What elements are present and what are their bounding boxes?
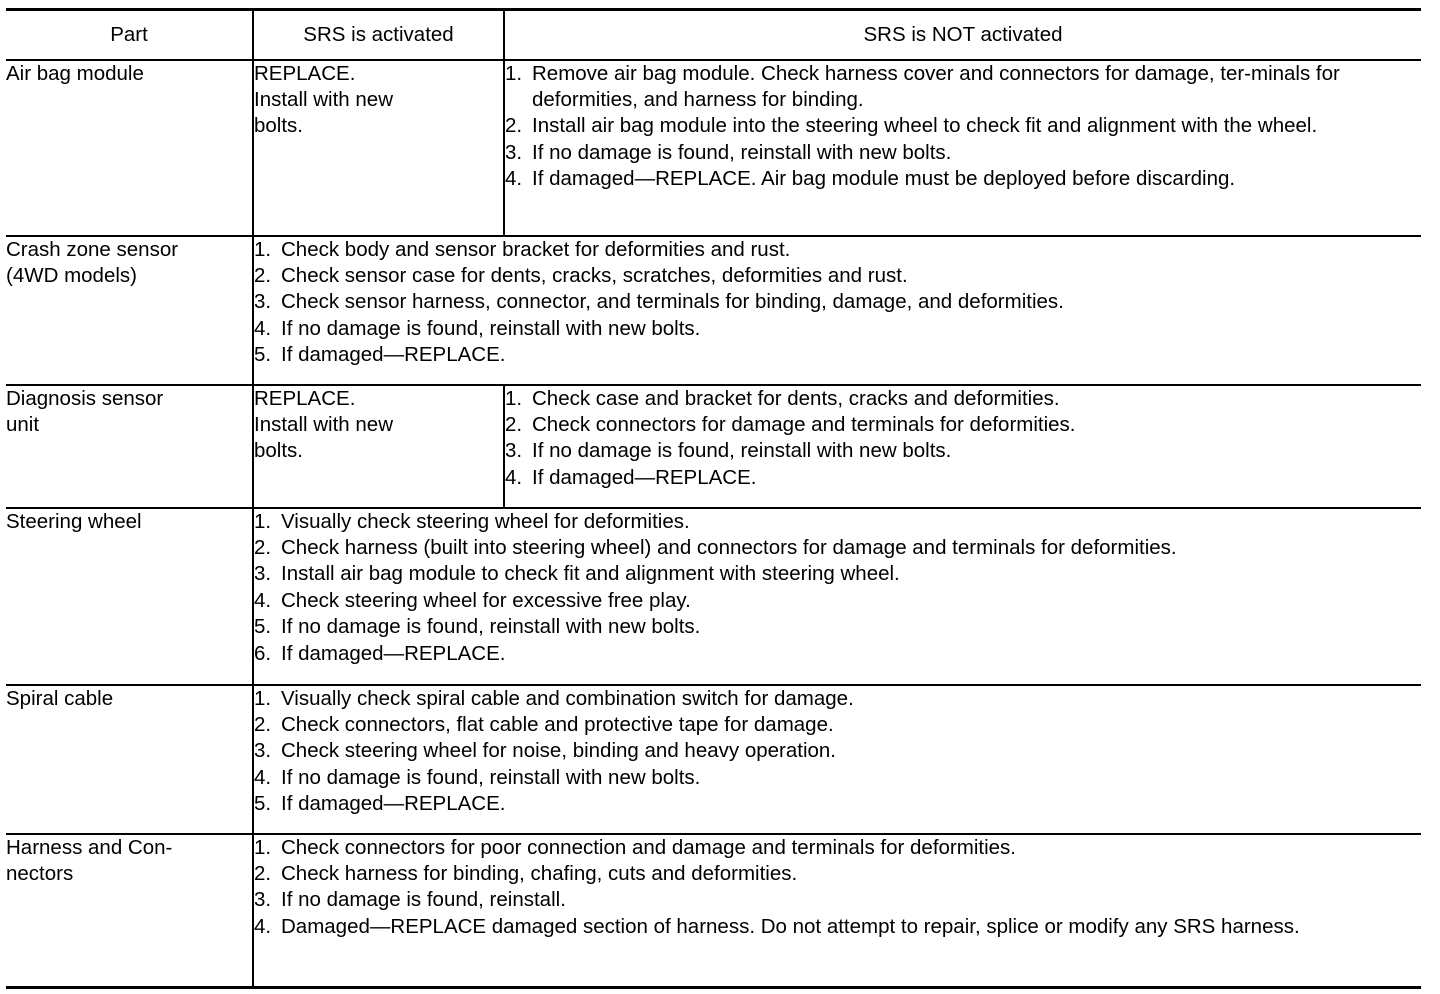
- step-item: [254, 509, 1421, 535]
- step-number: 6.: [254, 641, 272, 665]
- table-row-diagnosis-sensor-unit: [6, 385, 1421, 508]
- step-text: Check connectors for poor connection and damage and terminals for deformities.: [281, 835, 1016, 859]
- step-text: Check case and bracket for dents, cracks and deformities.: [532, 386, 1060, 410]
- part-name-line: nectors: [6, 861, 74, 885]
- step-item: [254, 263, 1421, 289]
- table-row-air-bag-module: [6, 60, 1421, 236]
- steps-list: [254, 509, 1421, 667]
- step-text: Check body and sensor bracket for deformities and rust.: [281, 237, 791, 261]
- step-number: 1.: [505, 61, 523, 85]
- step-text: If damaged—REPLACE.: [281, 792, 506, 816]
- step-item: [505, 61, 1421, 114]
- step-text: Damaged—REPLACE damaged section of harness. Do not attempt to repair, splice or modify any SRS harness.: [281, 914, 1300, 938]
- part-cell: [6, 685, 253, 834]
- step-text: If damaged—REPLACE.: [281, 343, 506, 367]
- activated-line: bolts.: [254, 439, 303, 463]
- activated-line: REPLACE.: [254, 61, 356, 85]
- step-number: 2.: [254, 535, 272, 559]
- step-text: Check harness (built into steering wheel) and connectors for damage and terminals for deformities.: [281, 535, 1177, 559]
- step-number: 1.: [505, 386, 523, 410]
- step-number: 5.: [254, 343, 272, 367]
- part-name-line: Spiral cable: [6, 686, 114, 710]
- step-text: Check harness for binding, chafing, cuts and deformities.: [281, 861, 798, 885]
- step-text: Install air bag module to check fit and alignment with steering wheel.: [281, 562, 900, 586]
- step-text: If damaged—REPLACE.: [281, 641, 506, 665]
- activated-cell: [253, 60, 504, 236]
- step-number: 3.: [254, 290, 272, 314]
- step-number: 3.: [254, 562, 272, 586]
- table-row-steering-wheel: [6, 508, 1421, 685]
- steps-list: [254, 835, 1421, 941]
- step-item: [505, 438, 1421, 464]
- step-item: [505, 166, 1421, 192]
- step-item: [505, 140, 1421, 166]
- steps-list: [505, 61, 1421, 193]
- table-body: [6, 60, 1421, 988]
- step-number: 1.: [254, 509, 272, 533]
- step-number: 4.: [254, 316, 272, 340]
- part-cell: [6, 236, 253, 385]
- table-header: [6, 10, 1421, 60]
- step-text: Check steering wheel for noise, binding and heavy operation.: [281, 739, 836, 763]
- step-number: 3.: [254, 739, 272, 763]
- step-number: 1.: [254, 237, 272, 261]
- step-item: [254, 289, 1421, 315]
- step-text: Visually check steering wheel for deformities.: [281, 509, 690, 533]
- steps-list: [254, 686, 1421, 818]
- step-text: Visually check spiral cable and combination switch for damage.: [281, 686, 854, 710]
- step-item: [254, 535, 1421, 561]
- step-number: 3.: [505, 439, 523, 463]
- part-name-line: Harness and Con-: [6, 835, 173, 859]
- step-number: 2.: [505, 412, 523, 436]
- step-text: If damaged—REPLACE.: [532, 465, 757, 489]
- table-row-harness-and-connectors: [6, 834, 1421, 988]
- step-number: 3.: [505, 140, 523, 164]
- step-item: [254, 712, 1421, 738]
- step-text: Remove air bag module. Check harness cover and connectors for damage, ter-minals for deformities, and harness for binding.: [532, 61, 1340, 111]
- srs-inspection-table: [6, 8, 1421, 989]
- step-item: [505, 412, 1421, 438]
- step-text: If damaged—REPLACE. Air bag module must be deployed before discarding.: [532, 167, 1236, 191]
- steps-list: [505, 386, 1421, 492]
- step-number: 5.: [254, 792, 272, 816]
- step-text: If no damage is found, reinstall.: [281, 888, 566, 912]
- steps-cell: [253, 236, 1421, 385]
- step-item: [505, 386, 1421, 412]
- steps-cell: [253, 508, 1421, 685]
- step-item: [254, 686, 1421, 712]
- step-number: 5.: [254, 615, 272, 639]
- step-item: [505, 113, 1421, 139]
- step-item: [254, 237, 1421, 263]
- step-text: If no damage is found, reinstall with new bolts.: [532, 439, 952, 463]
- table-row-spiral-cable: [6, 685, 1421, 834]
- part-cell: [6, 508, 253, 685]
- step-item: [254, 791, 1421, 817]
- activated-line: REPLACE.: [254, 386, 356, 410]
- step-item: [254, 316, 1421, 342]
- step-text: If no damage is found, reinstall with new bolts.: [532, 140, 952, 164]
- activated-cell: [253, 385, 504, 508]
- activated-line: bolts.: [254, 114, 303, 138]
- step-item: [254, 914, 1421, 940]
- step-item: [254, 561, 1421, 587]
- header-row: [6, 10, 1421, 60]
- step-number: 2.: [505, 114, 523, 138]
- header-part: Part: [6, 10, 253, 60]
- step-number: 2.: [254, 861, 272, 885]
- step-item: [254, 641, 1421, 667]
- not-activated-cell: [504, 385, 1421, 508]
- part-name-line: Crash zone sensor: [6, 237, 179, 261]
- step-item: [254, 861, 1421, 887]
- not-activated-cell: [504, 60, 1421, 236]
- step-text: If no damage is found, reinstall with new bolts.: [281, 615, 701, 639]
- step-text: Check connectors for damage and terminals for deformities.: [532, 412, 1076, 436]
- step-number: 4.: [505, 167, 523, 191]
- header-srs-not-activated: SRS is NOT activated: [504, 10, 1421, 60]
- part-name-line: Diagnosis sensor: [6, 386, 164, 410]
- step-item: [505, 465, 1421, 491]
- activated-line: Install with new: [254, 87, 394, 111]
- step-number: 2.: [254, 712, 272, 736]
- step-text: If no damage is found, reinstall with new bolts.: [281, 765, 701, 789]
- step-item: [254, 342, 1421, 368]
- step-number: 1.: [254, 835, 272, 859]
- step-number: 4.: [254, 588, 272, 612]
- table-row-crash-zone-sensor: [6, 236, 1421, 385]
- step-item: [254, 738, 1421, 764]
- activated-line: Install with new: [254, 412, 394, 436]
- step-number: 3.: [254, 888, 272, 912]
- step-text: Install air bag module into the steering wheel to check fit and alignment with the wheel.: [532, 114, 1318, 138]
- part-name-line: Air bag module: [6, 61, 144, 85]
- step-text: Check steering wheel for excessive free play.: [281, 588, 691, 612]
- step-number: 2.: [254, 263, 272, 287]
- steps-cell: [253, 685, 1421, 834]
- step-text: Check sensor case for dents, cracks, scratches, deformities and rust.: [281, 263, 908, 287]
- step-text: Check connectors, flat cable and protective tape for damage.: [281, 712, 834, 736]
- steps-list: [254, 237, 1421, 369]
- steps-cell: [253, 834, 1421, 988]
- step-number: 1.: [254, 686, 272, 710]
- step-item: [254, 765, 1421, 791]
- part-cell: [6, 60, 253, 236]
- part-name-line: Steering wheel: [6, 509, 142, 533]
- step-text: If no damage is found, reinstall with new bolts.: [281, 316, 701, 340]
- step-number: 4.: [505, 465, 523, 489]
- step-item: [254, 835, 1421, 861]
- header-srs-activated: SRS is activated: [253, 10, 504, 60]
- step-item: [254, 588, 1421, 614]
- part-name-line: (4WD models): [6, 263, 137, 287]
- part-cell: [6, 385, 253, 508]
- step-item: [254, 614, 1421, 640]
- part-cell: [6, 834, 253, 988]
- step-number: 4.: [254, 765, 272, 789]
- step-text: Check sensor harness, connector, and terminals for binding, damage, and deformities.: [281, 290, 1064, 314]
- step-number: 4.: [254, 914, 272, 938]
- step-item: [254, 887, 1421, 913]
- part-name-line: unit: [6, 412, 40, 436]
